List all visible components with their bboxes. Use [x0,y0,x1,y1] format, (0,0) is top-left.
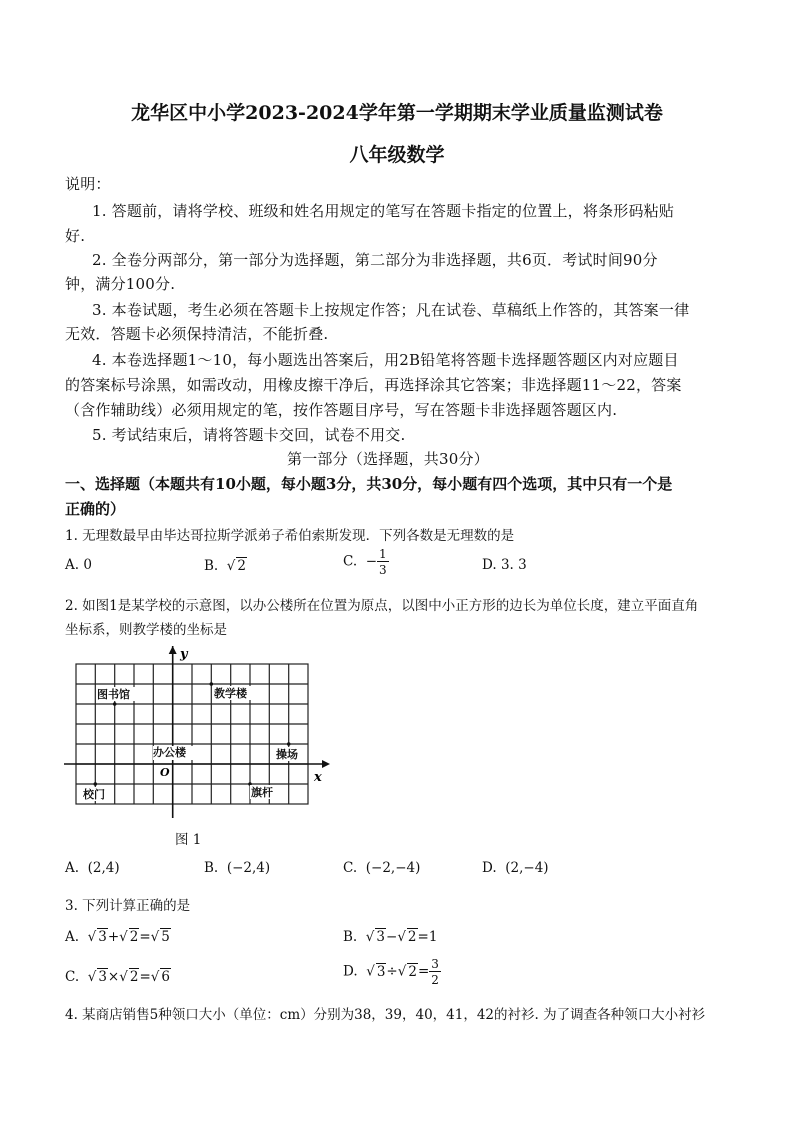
instruction-4-line-2: 的答案标号涂黑，如需改动，用橡皮擦干净后，再选择涂其它答案；非选择题11～22，答案 [65,376,682,394]
section-heading-line-2: 正确的） [65,500,126,518]
instruction-1-line-1: 1. 答题前，请将学校、班级和姓名用规定的笔写在答题卡指定的位置上，将条形码粘贴 [92,202,675,220]
q3-option-c: C. √ 3×√ 2=√ 6 [65,969,170,985]
exam-subtitle: 八年级数学 [349,144,445,166]
q2-stem-line-1: 2. 如图1是某学校的示意图，以办公楼所在位置为原点，以图中小正方形的边长为单位长度，建立平面直角 [65,598,699,614]
exam-title: 龙华区中小学2023-2024学年第一学期期末学业质量监测试卷 [131,102,663,124]
q1-option-d: D. 3. 3 [482,557,527,573]
flagpole-label: 旗杆 [251,786,273,799]
q1-option-c: C. − $\frac{1}{3}$ [343,547,387,577]
x-axis-arrow-icon [322,760,330,768]
instruction-1-line-2: 好. [65,227,86,245]
q3-stem: 3. 下列计算正确的是 [65,898,191,914]
instruction-3-line-1: 3. 本卷试题，考生必须在答题卡上按规定作答；凡在试卷、草稿纸上作答的，其答案一律 [92,301,690,319]
y-axis-arrow-icon [169,646,177,654]
q4-stem: 4. 某商店销售5种领口大小（单位：cm）分别为38，39，40，41，42的衬衫. 为了调查各种领口大小衬衫 [65,1007,706,1023]
q3-option-d: D. √ 3÷√ 2= $\frac{3}{2}$ [343,957,439,987]
x-axis-label: x [314,770,322,785]
office-building-label: 办公楼 [153,746,186,759]
q2-option-a: A. (2,4) [65,860,120,876]
instruction-3-line-2: 无效．答题卡必须保持清洁，不能折叠. [65,325,329,343]
instructions-label: 说明： [65,175,111,193]
instruction-4-line-3: （含作辅助线）必须用规定的笔，按作答题目序号，写在答题卡非选择题答题区内. [65,401,618,419]
q1-option-a: A. 0 [65,557,92,573]
school-gate-label: 校门 [83,788,105,801]
playground-label: 操场 [276,748,298,761]
q2-option-b: B. (−2,4) [204,860,271,876]
q3-option-b: B. √ 3−√ 2=1 [343,929,438,945]
instruction-5: 5. 考试结束后，请将答题卡交回，试卷不用交. [92,426,406,444]
figure-1-caption: 图 1 [175,832,202,848]
q2-option-d: D. (2,−4) [482,860,549,876]
section-heading-line-1: 一、选择题（本题共有10小题，每小题3分，共30分，每小题有四个选项，其中只有一个是 [65,475,673,493]
teaching-building-label: 教学楼 [214,687,247,700]
q1-stem: 1. 无理数最早由毕达哥拉斯学派弟子希伯索斯发现．下列各数是无理数的是 [65,528,515,544]
figure-1-coordinate-grid [60,642,340,852]
grid-lines [76,664,308,804]
q2-option-c: C. (−2,−4) [343,860,421,876]
instruction-2-line-2: 钟，满分100分. [65,275,176,293]
y-axis-label: y [180,647,188,662]
library-label: 图书馆 [97,688,130,701]
instruction-2-line-1: 2. 全卷分两部分，第一部分为选择题，第二部分为非选择题，共6页．考试时间90分 [92,251,658,269]
instruction-4-line-1: 4. 本卷选择题1～10，每小题选出答案后，用2B铅笔将答题卡选择题答题区内对应题目 [92,351,679,369]
q1-option-b: B. √ 2 [204,558,246,574]
part1-heading: 第一部分（选择题，共30分） [287,450,489,468]
q3-option-a: A. √ 3+√ 2=√ 5 [65,929,170,945]
q2-stem-line-2: 坐标系，则教学楼的坐标是 [65,622,227,638]
origin-label: O [160,766,170,779]
